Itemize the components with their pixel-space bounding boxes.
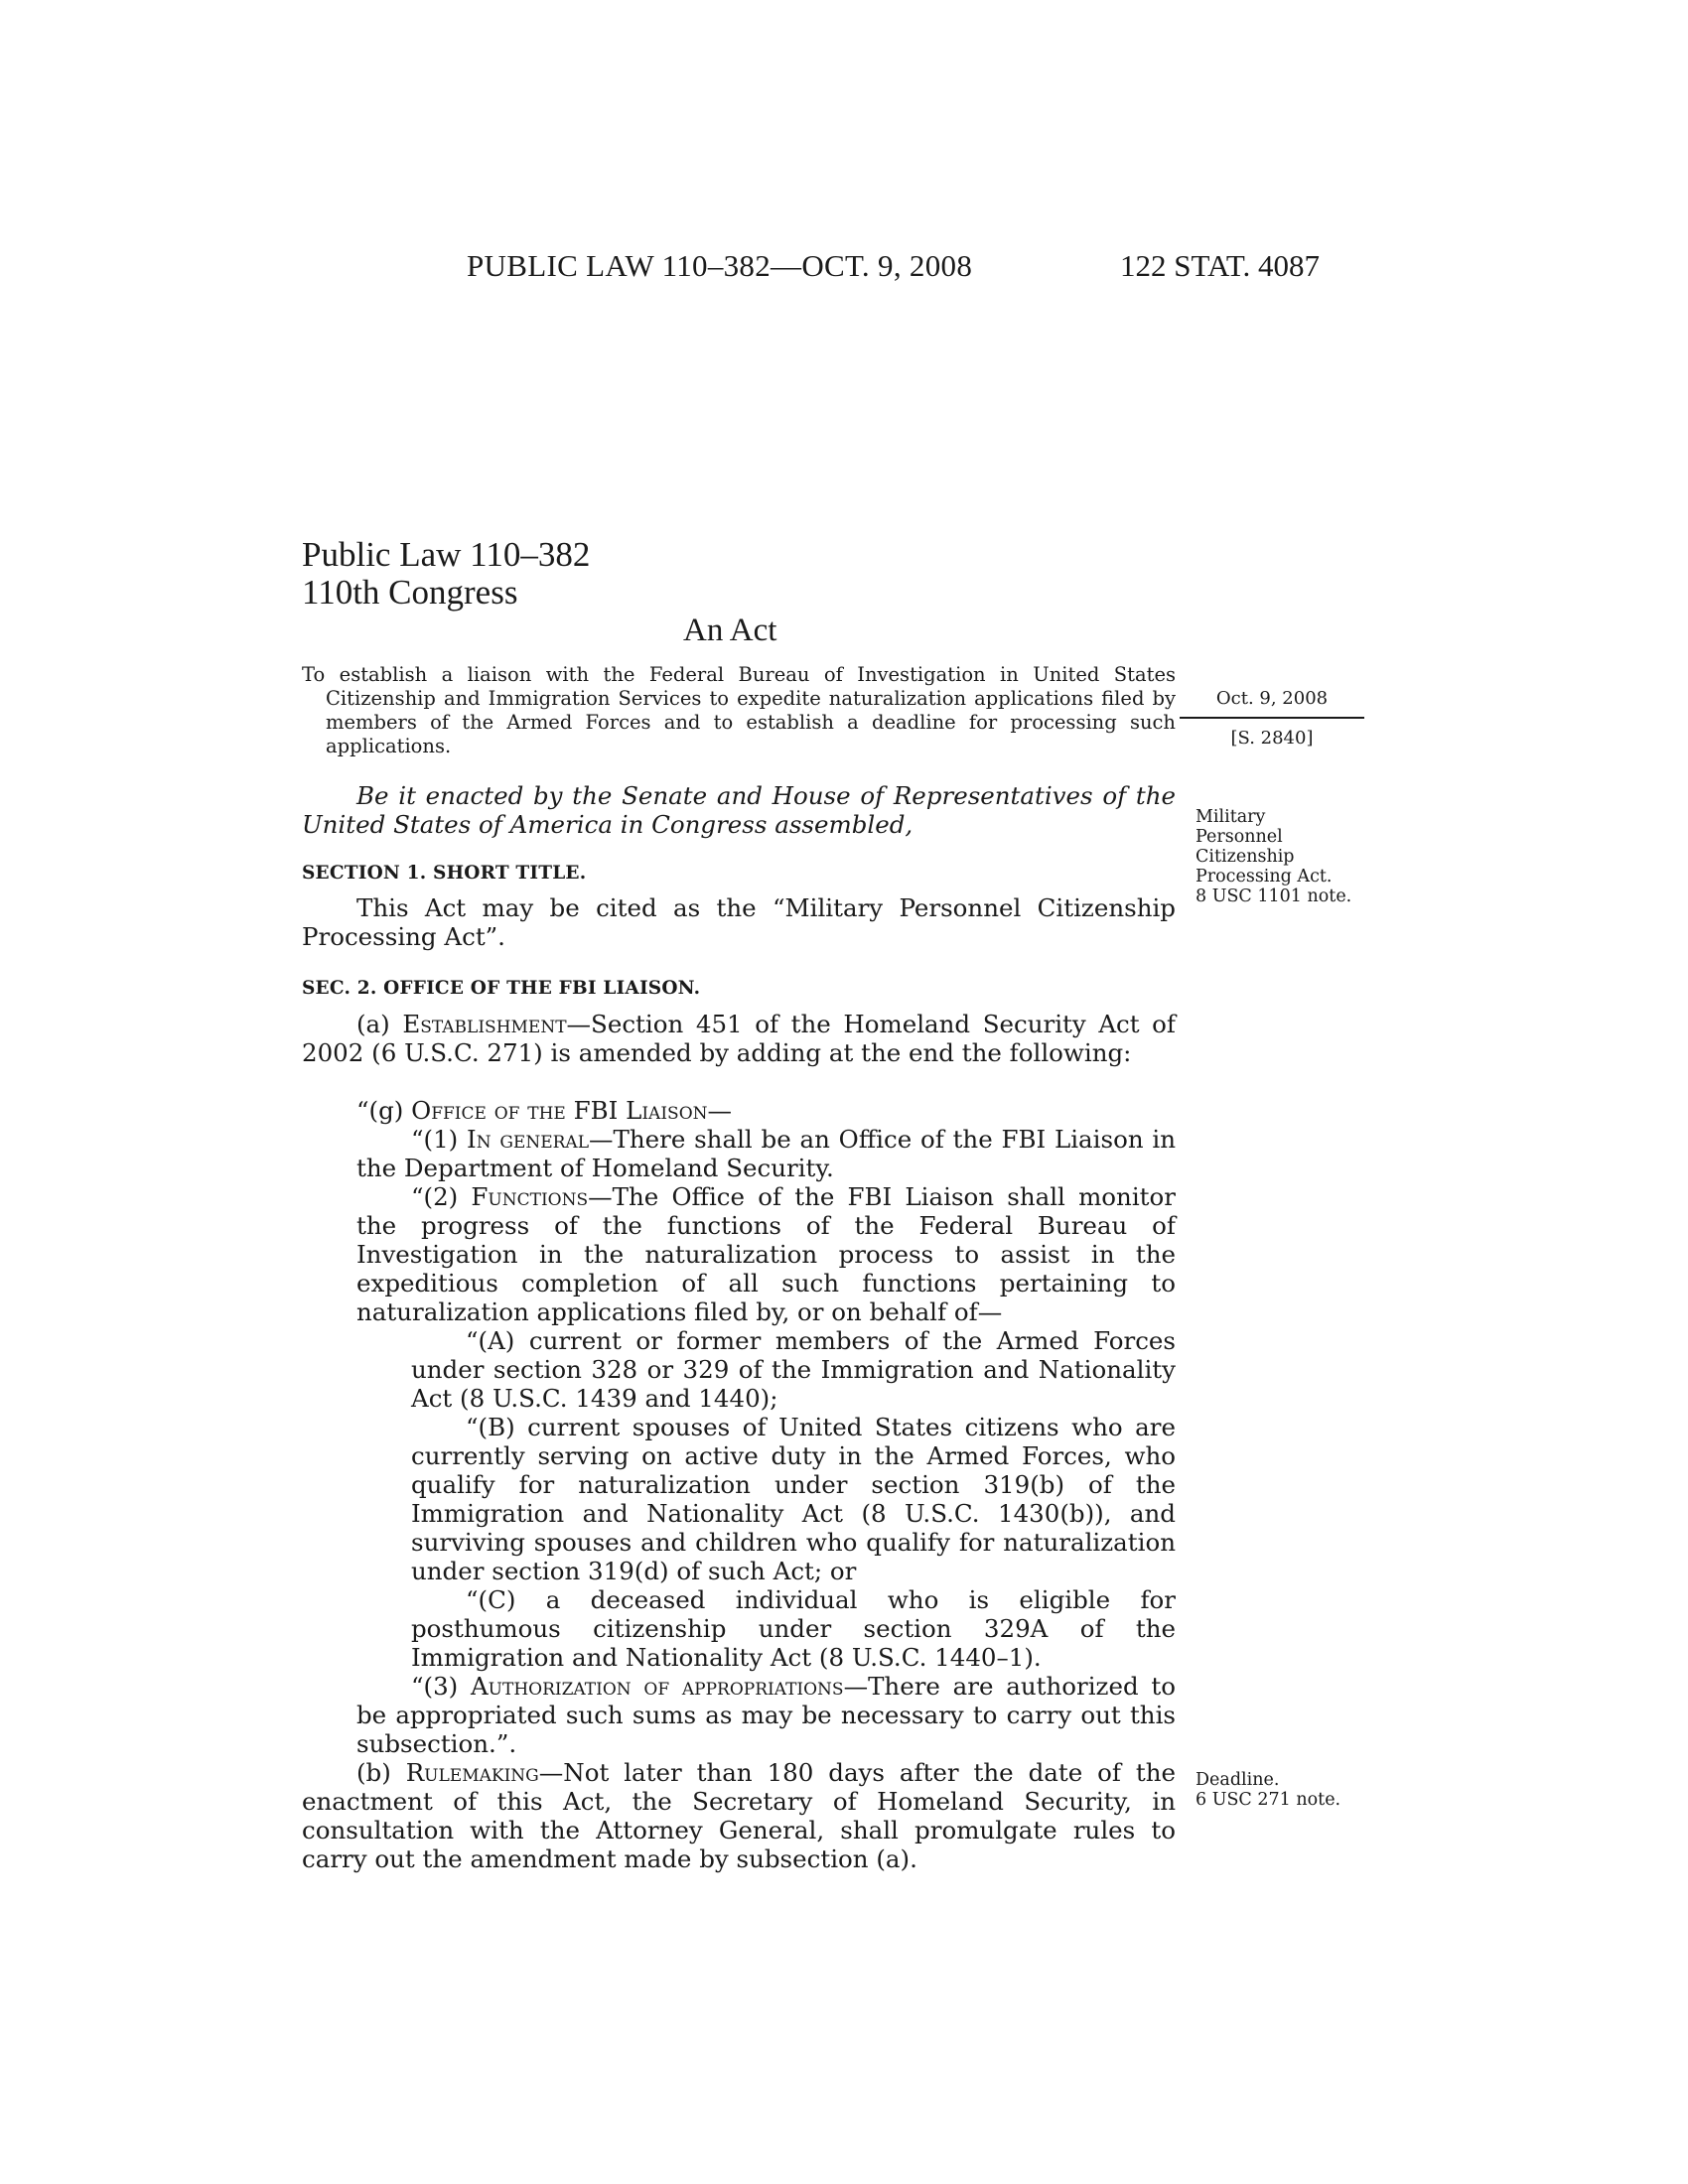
subsection-b-title: Rulemaking	[405, 1758, 539, 1787]
paragraph-2-text: —The Office of the FBI Liaison shall monitor the progress of the functions of the Federal Bureau of Investigation in the naturalization process to assist in the expeditious completion of all such functions pertaining to naturalization applications filed by, or on behalf of—	[356, 1182, 1176, 1326]
subparagraph-c: “(C) a deceased individual who is eligible for posthumous citizenship under section 329A of the Immigration and Nationality Act (8 U.S.C. 1440–1).	[411, 1585, 1176, 1672]
subsection-g-lead: “(g)	[356, 1096, 412, 1125]
subsection-a-lead: (a)	[356, 1010, 403, 1038]
subsection-a	[302, 1010, 1176, 1067]
subsection-b-lead: (b)	[356, 1758, 406, 1787]
subsection-b-text: —Not later than 180 days after the date of the enactment of this Act, the Secretary of Homeland Security, in consultation with the Attorney General, shall promulgate rules to carry out the amendment made by subsection (a).	[302, 1758, 1177, 1873]
margin-divider	[1180, 717, 1364, 719]
purpose-statement: To establish a liaison with the Federal Bureau of Investigation in United States Citizenship and Immigration Services to expedite naturalization applications filed by members of the Armed Forces and to establish a deadline for processing such applications.	[302, 663, 1176, 757]
sidenote-short-title: Military Personnel Citizenship Processing Act. 8 USC 1101 note.	[1196, 807, 1352, 906]
subparagraph-a: “(A) current or former members of the Armed Forces under section 328 or 329 of the Immigration and Nationality Act (8 U.S.C. 1439 and 1440);	[411, 1326, 1176, 1413]
running-header-citation: PUBLIC LAW 110–382—OCT. 9, 2008	[467, 248, 973, 283]
subsection-a-title: Establishment	[402, 1010, 567, 1038]
running-header-page: 122 STAT. 4087	[1120, 248, 1321, 283]
paragraph-1-text: —There shall be an Office of the FBI Liaison in the Department of Homeland Security.	[356, 1125, 1176, 1182]
public-law-number: Public Law 110–382	[302, 535, 591, 574]
sidenote-deadline: Deadline. 6 USC 271 note.	[1196, 1770, 1341, 1810]
public-law-title-block	[302, 536, 590, 612]
subsection-g-text: —	[707, 1096, 733, 1125]
paragraph-2-lead: “(2)	[411, 1182, 472, 1211]
congress-number: 110th Congress	[302, 573, 518, 612]
paragraph-1	[356, 1125, 1176, 1182]
section1-text: This Act may be cited as the “Military Personnel Citizenship Processing Act”.	[302, 893, 1176, 951]
paragraph-2-title: Functions	[471, 1182, 589, 1211]
subsection-g	[302, 1096, 1176, 1125]
paragraph-3-title: Authorization of appropriations	[470, 1672, 844, 1701]
paragraph-1-title: In general	[467, 1125, 589, 1154]
subsection-a-text: —Section 451 of the Homeland Security Act of 2002 (6 U.S.C. 271) is amended by adding at the end the following:	[302, 1010, 1176, 1067]
section1-heading: SECTION 1. SHORT TITLE.	[302, 863, 587, 884]
subsection-b	[302, 1758, 1176, 1873]
enacting-clause: Be it enacted by the Senate and House of Representatives of the United States of America in Congress assembled,	[302, 781, 1176, 839]
act-label: An Act	[683, 613, 777, 648]
paragraph-2	[356, 1182, 1176, 1326]
paragraph-3-lead: “(3)	[411, 1672, 471, 1701]
paragraph-3	[356, 1672, 1176, 1758]
section2-heading: SEC. 2. OFFICE OF THE FBI LIAISON.	[302, 978, 701, 999]
paragraph-1-lead: “(1)	[411, 1125, 468, 1154]
subsection-g-title: Office of the FBI Liaison	[411, 1096, 708, 1125]
subparagraph-b: “(B) current spouses of United States citizens who are currently serving on active duty in the Armed Forces, who qualify for naturalization under section 319(b) of the Immigration and Nationality Act (8 U.S.C. 1430(b)), and surviving spouses and children who qualify for naturalization under section 319(d) of such Act; or	[411, 1413, 1176, 1585]
margin-date: Oct. 9, 2008	[1215, 688, 1329, 709]
margin-bill-number: [S. 2840]	[1230, 728, 1314, 749]
paragraph-3-text: —There are authorized to be appropriated such sums as may be necessary to carry out this subsection.”.	[356, 1672, 1176, 1758]
